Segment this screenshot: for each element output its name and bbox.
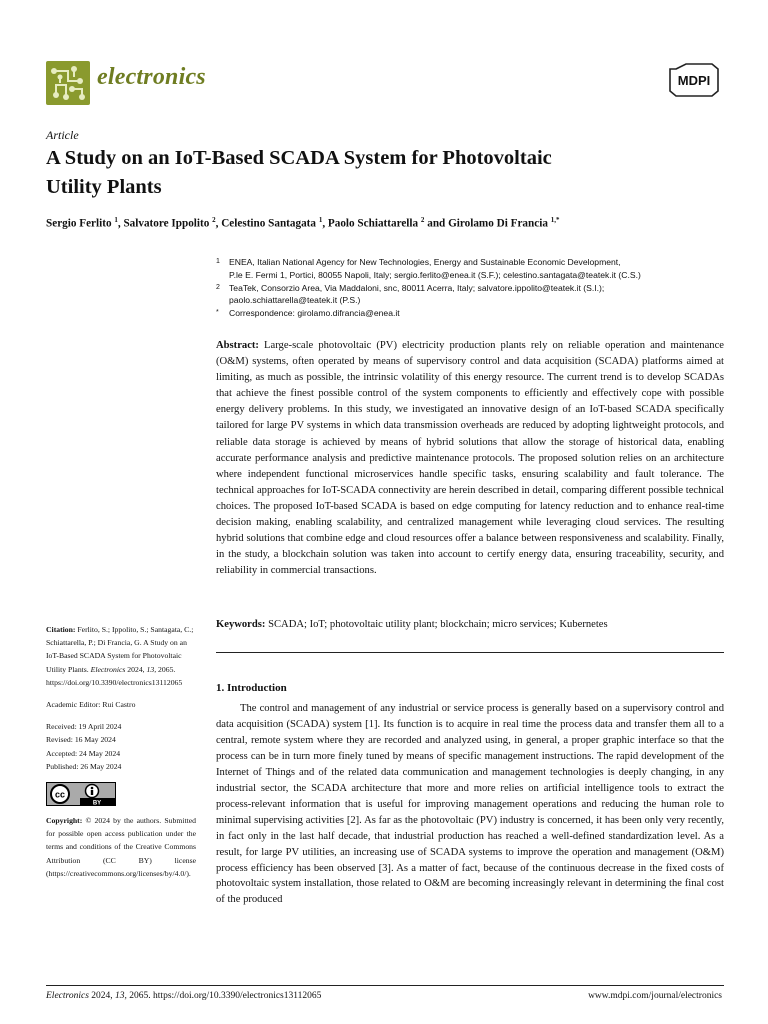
abstract [216, 338, 724, 579]
footer-divider [46, 985, 724, 986]
abstract-text: Large-scale photovoltaic (PV) electricity production plants rely on reliable operation and maintenance (O&M) systems, often operated by means of supervisory control and data acquisition (SCADA) platforms aimed at limiting, as much as possible, the intrinsic volatility of this energy resource. The current trend is to develop SCADAs that achieve the finest possible control of the system components to efficiently and effectively cope with possible energy delivery problems. In this study, we investigated an innovative design of an IoT-based SCADA specifically tailored for large PV systems in which data transmission overheads are reduced by adopting lightweight protocols, and reliable data storage is achieved by means of hybrid solutions that allow the storage of historical data, enabling accurate performance analysis and predictive maintenance protocols. The proposed solution relies on an architecture where independent functional microservices handle specific tasks, ensuring scalability and fault tolerance. The technical approaches for IoT-SCADA connectivity are herein described in detail, comparing different possible technical choices. The proposed IoT-based SCADA is based on edge computing for latency reduction and to enhance real-time decision making, enabling scalability, and centralized management while leveraging cloud services. The resulting hybrid solutions that combine edge and cloud resources offer a balance between responsiveness and scalability. Finally, in the study, a blockchain solution was taken into account to certify energy data, ensuring traceability, security, and reliability in commercial transactions. [216, 340, 724, 577]
received-date: Received: 19 April 2024 [46, 722, 122, 732]
footer-citation [46, 991, 321, 1001]
journal-url[interactable]: www.mdpi.com/journal/electronics [588, 991, 722, 1001]
footer-year: 2024, [91, 991, 113, 1001]
author-affiliation-marker: 1,* [550, 216, 560, 224]
keywords-text: SCADA; IoT; photovoltaic utility plant; blockchain; micro services; Kubernetes [268, 619, 608, 630]
author-list [46, 216, 726, 230]
affiliation-line: TeaTek, Consorzio Area, Via Maddaloni, snc, 80011 Acerra, Italy; salvatore.ippolito@teatek.it (S.I.); [229, 282, 605, 293]
citation-volume: 13, [146, 664, 157, 674]
author-separator: , [322, 217, 328, 230]
journal-name: electronics [97, 64, 206, 90]
author-name: Girolamo Di Francia [448, 217, 548, 230]
affiliation-line: Correspondence: girolamo.difrancia@enea.it [229, 308, 400, 319]
accepted-date: Accepted: 24 May 2024 [46, 748, 121, 758]
title-line-2: Utility Plants [46, 176, 162, 198]
dates [46, 720, 196, 773]
author-affiliation-marker: 2 [420, 216, 425, 224]
author-separator: , [215, 217, 222, 230]
affiliations [216, 256, 716, 320]
copyright-text: © 2024 by the authors. Submitted for possible open access publication under the terms and conditions of the Creative Commons Attribution (CC BY) license (https://creativecommons.org/licenses/by/4.0/). [46, 816, 196, 878]
circuit-icon [46, 61, 90, 105]
academic-editor: Academic Editor: Rui Castro [46, 700, 136, 710]
author-name: Paolo Schiattarella [327, 217, 419, 230]
keywords-label: Keywords: [216, 619, 266, 630]
author-separator: , [117, 217, 124, 230]
revised-date: Revised: 16 May 2024 [46, 735, 116, 745]
section-heading: 1. Introduction [216, 682, 287, 694]
copyright-label: Copyright: [46, 816, 83, 826]
affiliation-marker: * [216, 309, 219, 317]
affiliation-item [216, 307, 716, 320]
affiliation-line: ENEA, Italian National Agency for New Technologies, Energy and Sustainable Economic Development, [229, 257, 621, 267]
mdpi-logo [668, 63, 720, 97]
citation-block [46, 623, 196, 689]
affiliation-line: paolo.schiattarella@teatek.it (P.S.) [229, 295, 361, 306]
author-affiliation-marker: 1 [114, 216, 118, 224]
intro-text: The control and management of any industrial or service process is generally based on a supervisory control and data acquisition (SCADA) system [1]. Its function is to acquire in real time the process data and transfer them all to a central, remote system where they are recorded and analyzed using, in general, a proper graphic interface so that the process can be in turn more finely tuned by means of specific management instructions. The rapid development of the Internet of Things and of the related data communication and management technologies is deeply changing, in any industrial sector, the SCADA architecture that more and more relies on artificial intelligence tools to extract the process-relevant information that is useful for improving management operations and reducing the human role to minimal supervising activities [2]. As far as the photovoltaic (PV) industry is concerned, it has been only very recently, in fact only in the last half decade, that industrial production has reached a well-defined standardization level. As a result, for large PV utilities, an increasing use of SCADA systems to improve the operation and management (O&M) process efficiency has been observed [3]. As a matter of fact, because of the continuous decrease in the fixed costs of photovoltaic system installation, those related to O&M are becoming increasingly relevant in determining the final cost of the produced [216, 703, 724, 906]
author-separator: and [424, 217, 449, 230]
affiliation-line: P.le E. Fermi 1, Portici, 80055 Napoli, Italy; sergio.ferlito@enea.it (S.F.); celestino.santagata@teatek.it (C.S.) [229, 269, 641, 280]
affiliation-item [216, 256, 716, 282]
copyright-block [46, 814, 196, 880]
by-text: BY [92, 800, 102, 807]
intro-paragraph [216, 701, 724, 908]
abstract-label: Abstract: [216, 340, 259, 351]
sidebar [46, 623, 196, 880]
affiliation-item [216, 282, 716, 308]
author-affiliation-marker: 1 [318, 216, 323, 224]
footer-volume: 13, [115, 991, 127, 1001]
author-affiliation-marker: 2 [212, 216, 216, 224]
author-name: Salvatore Ippolito [123, 217, 210, 230]
affiliation-marker: 2 [216, 283, 220, 291]
footer-doi[interactable]: 2065. https://doi.org/10.3390/electronics13112065 [129, 991, 322, 1001]
author-name: Celestino Santagata [221, 217, 317, 230]
author-name: Sergio Ferlito [46, 217, 112, 230]
citation-year: 2024, [127, 664, 145, 674]
cc-by-license-icon[interactable] [46, 782, 116, 806]
publisher-name: MDPI [677, 73, 711, 88]
article-title [46, 144, 686, 202]
citation-doi[interactable]: 2065. https://doi.org/10.3390/electronics13112065 [46, 664, 183, 687]
cc-text: cc [54, 789, 66, 800]
keywords [216, 619, 724, 630]
section-divider [216, 652, 724, 653]
citation-journal: Electronics [90, 664, 126, 674]
published-date: Published: 26 May 2024 [46, 761, 122, 771]
article-type: Article [46, 128, 79, 142]
footer-journal: Electronics [46, 991, 89, 1001]
citation-label: Citation: [46, 625, 76, 634]
citation-text: Ferlito, S.; Ippolito, S.; Santagata, C.; Schiattarella, P.; Di Francia, G. A Study on an IoT-Based SCADA System for Photovoltaic Utility Plants. [46, 625, 194, 674]
journal-logo [46, 61, 90, 105]
title-line-1: A Study on an IoT-Based SCADA System for Photovoltaic [46, 147, 552, 169]
affiliation-marker: 1 [216, 258, 220, 265]
